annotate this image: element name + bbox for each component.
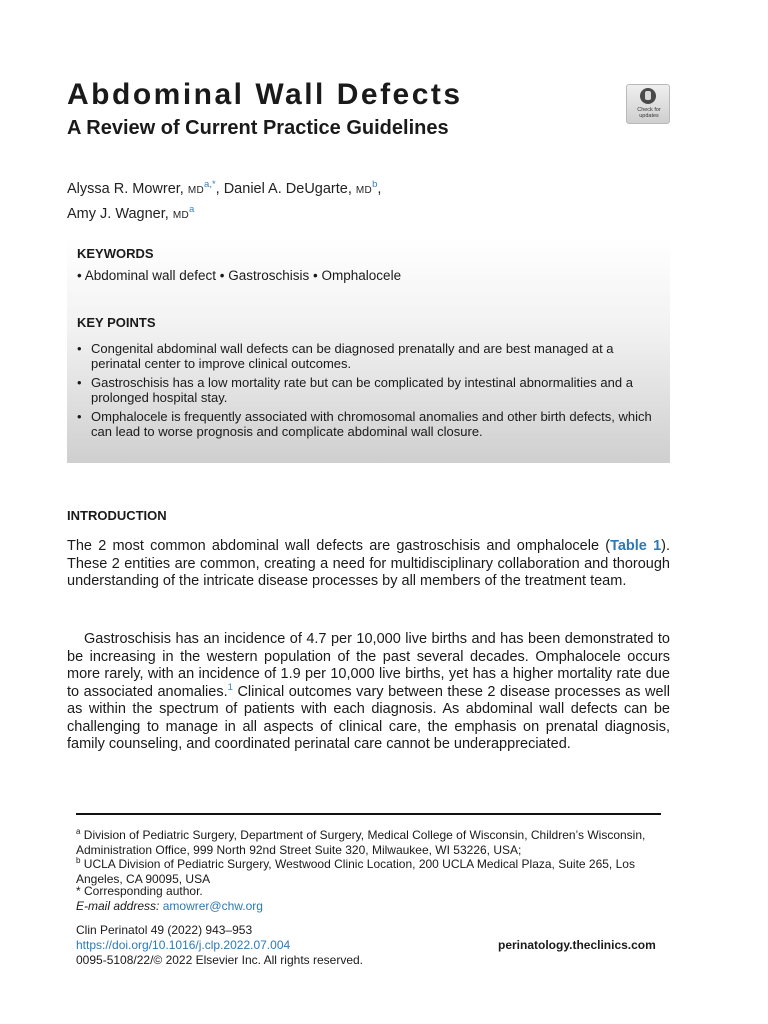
footnote-divider xyxy=(76,813,661,815)
intro-paragraph-1 xyxy=(67,538,670,591)
list-item: • Omphalocele is frequently associated with chromosomal anomalies and other birth defects, which can lead to worse prognosis and complicate abdominal wall closure. xyxy=(77,409,662,439)
doi-link[interactable]: https://doi.org/10.1016/j.clp.2022.07.004 xyxy=(76,938,291,952)
affiliation-text: Division of Pediatric Surgery, Department of Surgery, Medical College of Wisconsin, Children’s Wisconsin, Administration Office, 999 North 92nd Street Suite 320, Milwaukee, WI 53226, USA; xyxy=(76,828,646,857)
author-separator: , xyxy=(377,180,382,197)
reference-link[interactable]: 1 xyxy=(227,681,233,693)
check-for-updates-badge[interactable] xyxy=(626,84,670,124)
keypoints-heading: KEY POINTS xyxy=(77,315,156,330)
email-line xyxy=(76,899,666,914)
list-item: • Congenital abdominal wall defects can be diagnosed prenatally and are best managed at a perinatal center to improve clinical outcomes. xyxy=(77,341,662,371)
author-degree: MD xyxy=(172,209,189,221)
keywords-list: • Abdominal wall defect • Gastroschisis • Omphalocele xyxy=(77,268,402,283)
table-1-link[interactable]: Table 1 xyxy=(610,538,662,554)
affiliation-text: UCLA Division of Pediatric Surgery, Westwood Clinic Location, 200 UCLA Medical Plaza, Suite 265, Los Angeles, CA 90095, USA xyxy=(76,857,635,886)
affiliation-marker[interactable]: b xyxy=(372,179,378,190)
author-name: Alyssa R. Mowrer, xyxy=(67,180,184,197)
introduction-heading: INTRODUCTION xyxy=(67,508,167,523)
affiliation-marker: a xyxy=(76,827,81,836)
author-list xyxy=(67,175,667,225)
copyright-notice: 0095-5108/22/© 2022 Elsevier Inc. All rights reserved. xyxy=(76,953,364,967)
email-label: E-mail address: xyxy=(76,899,160,913)
keywords-keypoints-box xyxy=(67,237,670,463)
author-degree: MD xyxy=(355,184,373,196)
affiliation-marker[interactable]: a xyxy=(189,203,195,215)
email-link[interactable]: amowrer@chw.org xyxy=(162,899,263,913)
list-item: • Gastroschisis has a low mortality rate but can be complicated by intestinal abnormalities and a prolonged hospital stay. xyxy=(77,375,662,405)
article-subtitle: A Review of Current Practice Guidelines xyxy=(67,117,449,139)
affiliation-marker: b xyxy=(76,856,81,865)
keywords-heading: KEYWORDS xyxy=(77,246,154,261)
paragraph-text: ). These 2 entities are common, creating a need for multidisciplinary collaboration and thorough understanding of the intricate disease processes by all members of the treatment team. xyxy=(67,538,670,589)
keypoints-list xyxy=(77,341,662,443)
paragraph-text: Gastroschisis has an incidence of 4.7 per 10,000 live births and has been demonstrated to be increasing in the western population of the past several decades. Omphalocele occurs more rarely, with an incidence of 1.9 per 10,000 live births, yet has a higher mortality rate due to associated anomalies. xyxy=(67,631,670,700)
journal-citation: Clin Perinatol 49 (2022) 943–953 xyxy=(76,923,253,937)
paragraph-text: The 2 most common abdominal wall defects are gastroschisis and omphalocele ( xyxy=(67,538,611,554)
author-name: Amy J. Wagner, xyxy=(67,205,169,222)
corresponding-author-note: * Corresponding author. xyxy=(76,884,203,898)
author-name: , Daniel A. DeUgarte, xyxy=(215,180,352,197)
article-title: Abdominal Wall Defects xyxy=(67,78,463,111)
paragraph-text: Clinical outcomes vary between these 2 disease processes as well as within the spectrum of patients with each diagnosis. As abdominal wall defects can be challenging to manage in all aspects of clinical care, the emphasis on prenatal diagnosis, family counseling, and coordinated perinatal care cannot be underappreciated. xyxy=(67,683,671,752)
author-degree: MD xyxy=(187,184,205,196)
crossmark-icon xyxy=(640,88,656,104)
journal-website[interactable]: perinatology.theclinics.com xyxy=(498,938,656,952)
affiliation-b xyxy=(76,853,666,887)
citation-block xyxy=(76,923,363,968)
intro-paragraph-2 xyxy=(67,631,670,754)
badge-label: Check for updates xyxy=(637,107,661,119)
affiliation-marker[interactable]: a,* xyxy=(204,179,216,190)
